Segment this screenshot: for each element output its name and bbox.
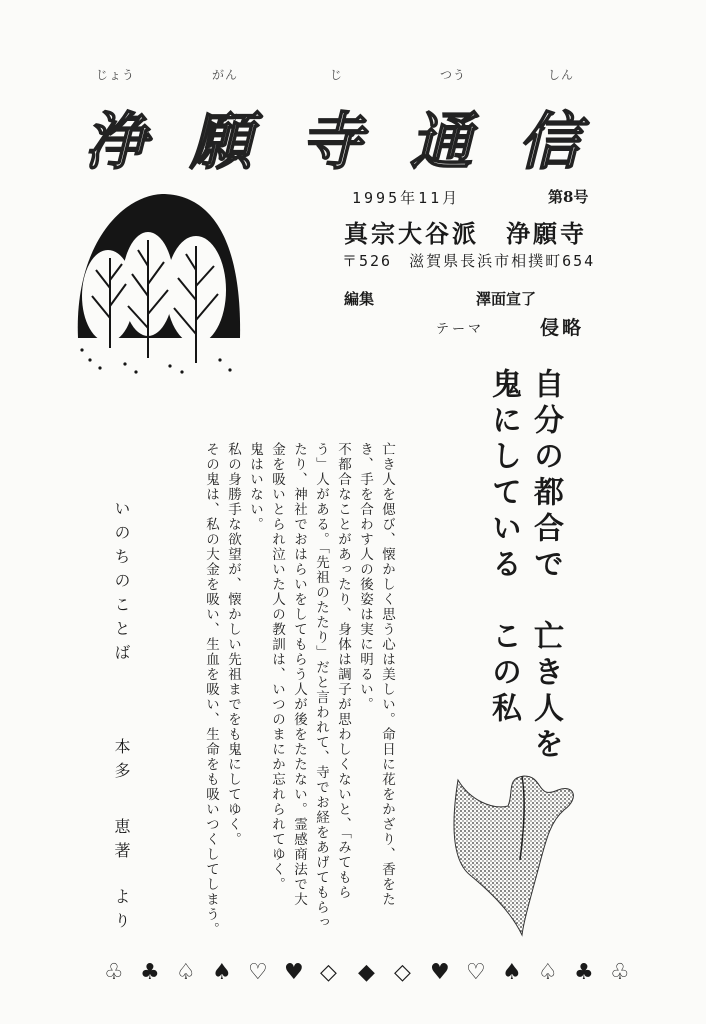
- headline-line-1: 自分の都合で 亡き人を: [528, 368, 563, 764]
- ruby-ji: じ: [330, 68, 344, 82]
- ruby-gan: がん: [212, 68, 239, 82]
- suit-icon: ◇: [394, 960, 411, 985]
- suit-icon: ♥: [284, 960, 304, 985]
- suit-icon: ♤: [176, 960, 196, 985]
- issue-date: 1995年11月: [352, 189, 461, 207]
- suit-icon: ♥: [430, 960, 450, 985]
- body-line: 私の身勝手な欲望が、懐かしい先祖までをも鬼にしてゆく。: [225, 442, 241, 847]
- issue-number: 第8号: [548, 188, 589, 206]
- editor-label: 編集: [344, 290, 375, 308]
- theme-label: テーマ: [436, 322, 485, 337]
- headline-line-2: 鬼にしている この私: [486, 368, 521, 728]
- body-line: 鬼はいない。: [247, 442, 263, 532]
- suit-icon: ♧: [610, 960, 630, 985]
- ruby-tsuu: つう: [440, 68, 467, 82]
- title-char-1: 浄: [84, 105, 147, 178]
- ruby-shin: しん: [548, 68, 575, 82]
- quote-author-1: 本多: [112, 738, 131, 786]
- body-line: 不都合なことがあったり、身体は調子が思わしくないと、「みてもら: [335, 442, 351, 901]
- hand-illustration: [440, 770, 590, 940]
- suit-icon: ♣: [574, 960, 594, 985]
- temple-name: 真宗大谷派 浄願寺: [344, 219, 587, 248]
- title-char-2: 願: [190, 105, 253, 178]
- suit-icon: ♡: [466, 960, 486, 985]
- quote-label: いのちのことば: [112, 500, 131, 668]
- title-char-4: 通: [410, 105, 473, 178]
- suit-icon: ♤: [538, 960, 558, 985]
- suit-icon: ♡: [248, 960, 268, 985]
- trees-illustration: [70, 188, 250, 378]
- body-text: [200, 442, 398, 937]
- suit-icon: ♧: [104, 960, 124, 985]
- quote-author-2: 恵著: [112, 818, 131, 866]
- title-char-3: 寺: [300, 105, 363, 178]
- suit-icon: ♠: [502, 960, 522, 985]
- suit-icon: ♣: [140, 960, 160, 985]
- suit-icon: ◆: [358, 960, 375, 985]
- body-line: たり、神社でおはらいをしてもらう人が後をたたない。霊感商法で大: [291, 442, 307, 907]
- body-line: 金を吸いとられ泣いた人の教訓は、いつのまにか忘れられてゆく。: [269, 442, 285, 892]
- theme-value: 侵略: [540, 317, 585, 339]
- temple-address: 〒526 滋賀県長浜市相撲町654: [342, 252, 596, 270]
- suit-icon: ◇: [320, 960, 337, 985]
- headline: [482, 368, 566, 764]
- ruby-jou: じょう: [96, 68, 136, 82]
- editor-name: 澤面宣了: [476, 290, 537, 308]
- suit-icon: ♠: [212, 960, 232, 985]
- title-char-5: 信: [518, 105, 581, 178]
- body-line: 亡き人を偲び、懐かしく思う心は美しい。命日に花をかざり、香をた: [379, 442, 395, 907]
- quote-author-3: より: [112, 888, 131, 936]
- body-line: き、手を合わす人の後姿は実に明るい。: [357, 442, 373, 712]
- body-line: その鬼は、私の大金を吸い、生血を吸い、生命をも吸いつくしてしまう。: [203, 442, 219, 937]
- body-line: う」人がある。「先祖のたたり」だと言われて、寺でお経をあげてもらっ: [313, 442, 329, 931]
